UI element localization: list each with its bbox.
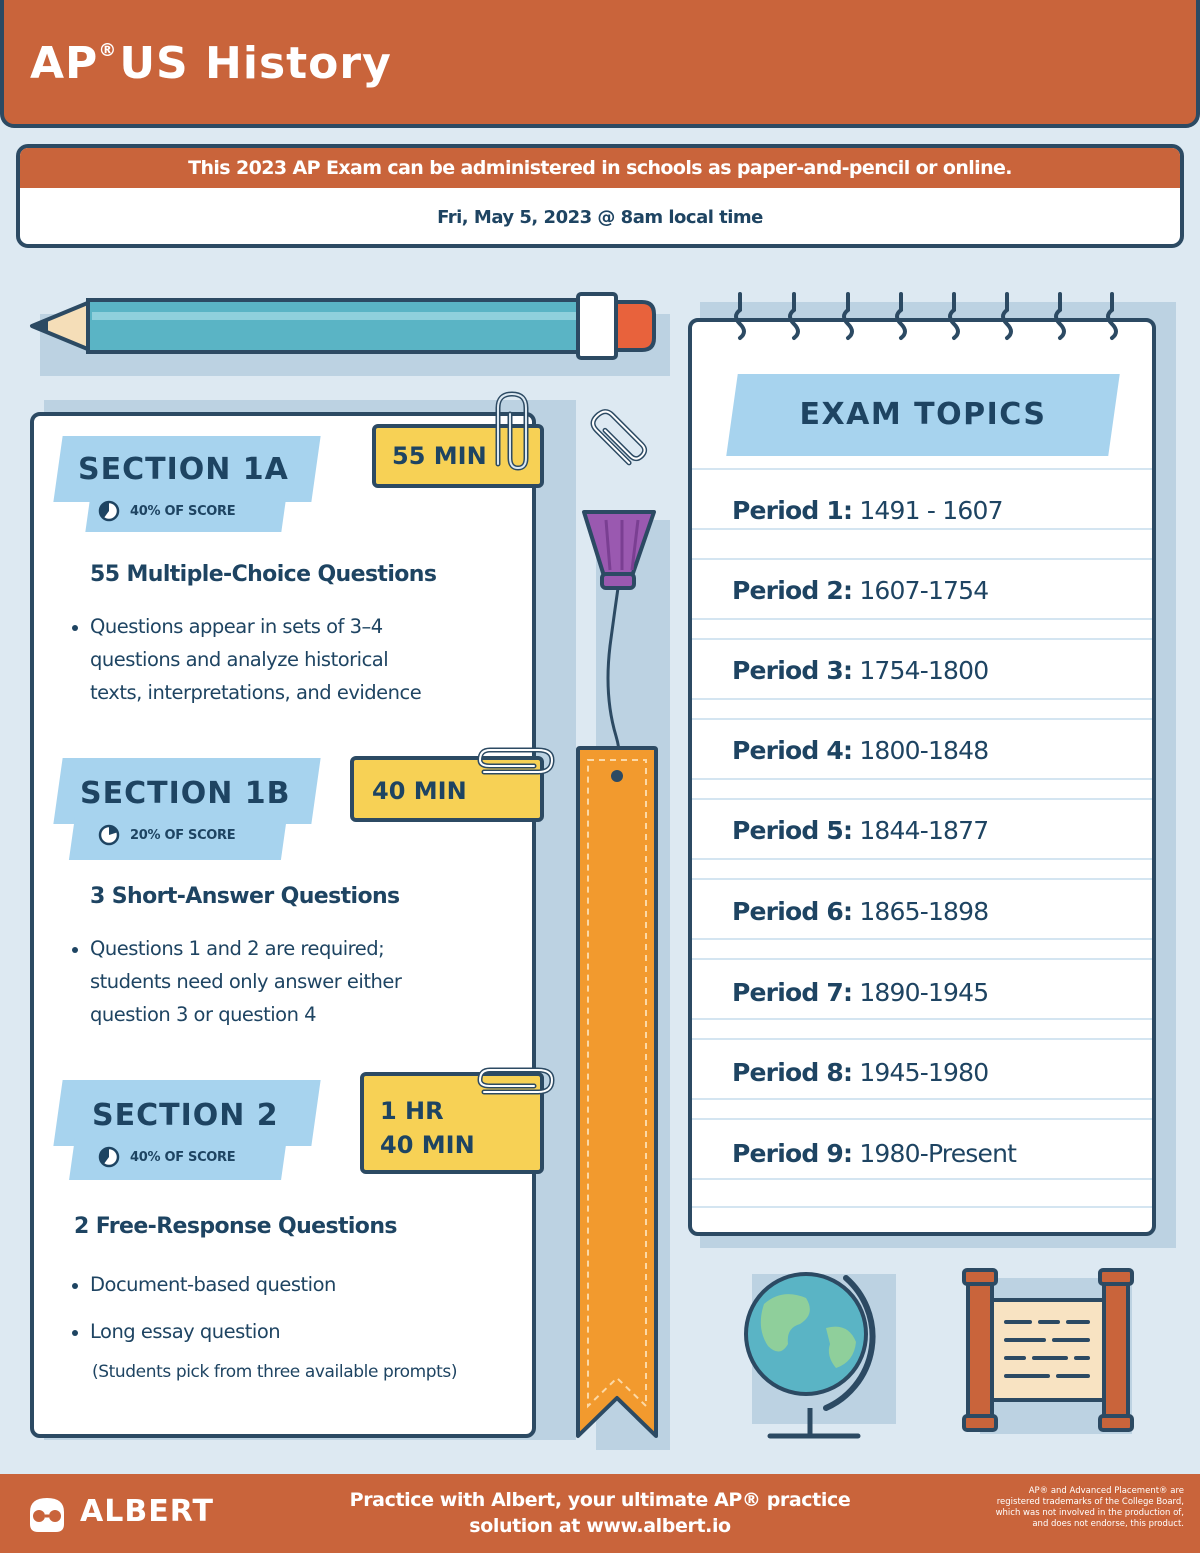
section-2-heading: 2 Free-Response Questions xyxy=(74,1214,397,1239)
ruled-line xyxy=(692,798,1152,800)
admin-note: This 2023 AP Exam can be administered in schools as paper-and-pencil or online. xyxy=(20,148,1180,188)
page-title: AP®US History xyxy=(30,38,392,89)
ruled-line xyxy=(692,558,1152,560)
ruled-line xyxy=(692,1206,1152,1208)
period-item: Period 4: 1800-1848 xyxy=(732,736,989,765)
period-item: Period 1: 1491 - 1607 xyxy=(732,496,1003,525)
period-item: Period 9: 1980-Present xyxy=(732,1139,1017,1168)
ruled-line xyxy=(692,698,1152,700)
section-1a-title: SECTION 1A xyxy=(78,452,289,487)
section-2-time: 1 HR 40 MIN xyxy=(360,1072,544,1174)
list-item: Questions appear in sets of 3–4 questions and analyze historical texts, interpretations, and evidence xyxy=(72,610,421,709)
ruled-line xyxy=(692,1098,1152,1100)
period-item: Period 8: 1945-1980 xyxy=(732,1058,989,1087)
section-1a-bullets xyxy=(72,610,421,709)
ruled-line xyxy=(692,958,1152,960)
period-item: Period 7: 1890-1945 xyxy=(732,978,989,1007)
section-1a-score: 40% OF SCORE xyxy=(98,500,235,522)
ruled-line xyxy=(692,778,1152,780)
section-2-title: SECTION 2 xyxy=(92,1098,279,1133)
pencil-icon xyxy=(24,290,664,360)
paperclip-icon xyxy=(476,1066,562,1106)
pie-chart-icon xyxy=(98,1146,120,1168)
exam-info-banner xyxy=(16,144,1184,248)
section-1b-title: SECTION 1B xyxy=(80,776,291,811)
period-item: Period 3: 1754-1800 xyxy=(732,656,989,685)
ruled-line xyxy=(692,1018,1152,1020)
ruled-line xyxy=(692,858,1152,860)
spiral-binding-icon xyxy=(726,288,1126,348)
list-item: Document-based question xyxy=(72,1268,336,1301)
topics-notebook xyxy=(688,318,1156,1236)
period-item: Period 2: 1607-1754 xyxy=(732,576,989,605)
ruled-line xyxy=(692,1038,1152,1040)
paperclip-icon xyxy=(584,398,660,474)
ruled-line xyxy=(692,1178,1152,1180)
ruled-line xyxy=(692,938,1152,940)
albert-logo-icon xyxy=(24,1494,70,1534)
bookmark-icon xyxy=(570,506,664,1444)
pie-chart-icon xyxy=(98,824,120,846)
topics-title: EXAM TOPICS xyxy=(799,397,1047,432)
pie-chart-icon xyxy=(98,500,120,522)
section-1b-score: 20% OF SCORE xyxy=(98,824,235,846)
section-1b-time: 40 MIN xyxy=(350,756,544,822)
ruled-line xyxy=(692,638,1152,640)
ruled-line xyxy=(692,1118,1152,1120)
footer-cta: Practice with Albert, your ultimate AP® practice solution at www.albert.io xyxy=(349,1489,851,1537)
paperclip-icon xyxy=(490,388,536,478)
scroll-icon xyxy=(958,1262,1138,1438)
ruled-line xyxy=(692,718,1152,720)
period-item: Period 5: 1844-1877 xyxy=(732,816,989,845)
section-1a-heading: 55 Multiple-Choice Questions xyxy=(90,562,437,587)
ruled-line xyxy=(692,618,1152,620)
section-1b-bullets xyxy=(72,932,401,1031)
ruled-line xyxy=(692,528,1152,530)
ruled-line xyxy=(692,878,1152,880)
section-2-score: 40% OF SCORE xyxy=(98,1146,235,1168)
section-2-note: (Students pick from three available prompts) xyxy=(92,1362,458,1382)
list-item: Long essay question xyxy=(72,1315,336,1348)
legal-disclaimer: AP® and Advanced Placement® are registered trademarks of the College Board, which was not involved in the production of, and does not endorse, this product. xyxy=(995,1486,1184,1529)
period-item: Period 6: 1865-1898 xyxy=(732,897,989,926)
globe-icon xyxy=(730,1258,890,1448)
section-1a-time: 55 MIN xyxy=(372,424,544,488)
section-1b-heading: 3 Short-Answer Questions xyxy=(90,884,400,909)
brand-name: ALBERT xyxy=(80,1494,214,1529)
ruled-line xyxy=(692,468,1152,470)
list-item: Questions 1 and 2 are required; students need only answer either question 3 or question 4 xyxy=(72,932,401,1031)
paperclip-icon xyxy=(476,746,562,786)
exam-date: Fri, May 5, 2023 @ 8am local time xyxy=(437,207,763,228)
section-2-bullets xyxy=(72,1268,336,1348)
